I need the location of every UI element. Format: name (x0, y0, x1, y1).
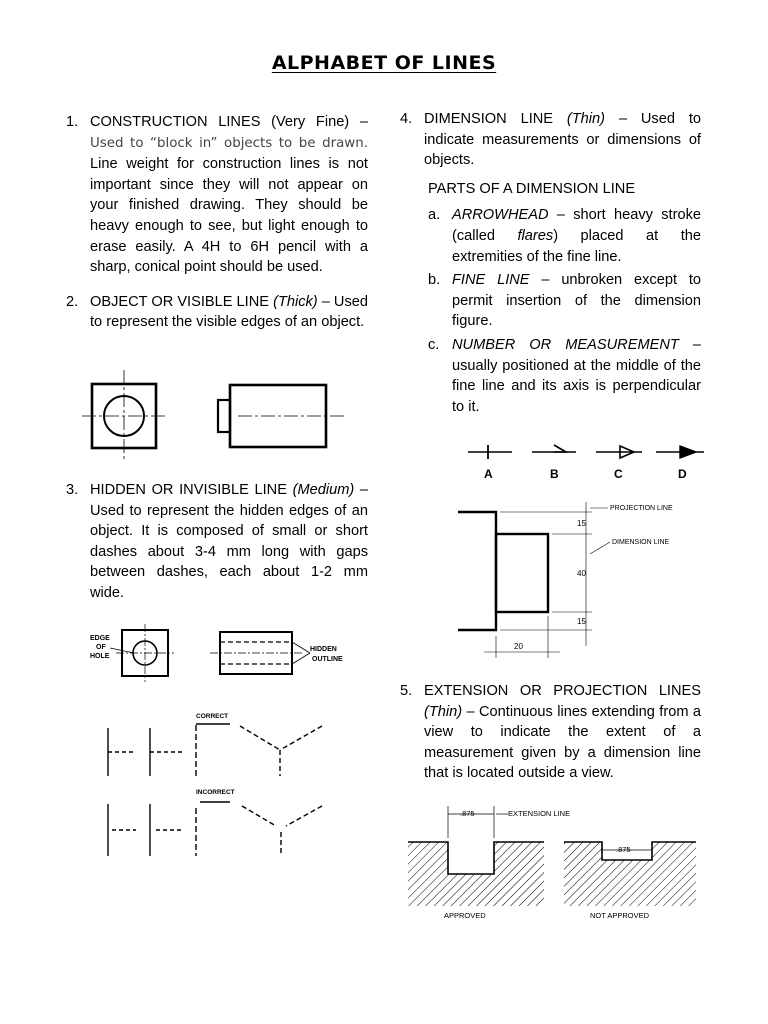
incorrect-y-right (286, 806, 322, 826)
part-term: ARROWHEAD (452, 207, 549, 224)
item-number: 3. (66, 482, 79, 498)
correct-y-right (280, 726, 322, 750)
item-number: 4. (400, 111, 413, 127)
item-number: 5. (400, 683, 413, 699)
item-body: – Continuous lines extending from a view to indicate the extent of a measurement given by a dimension line that is located outside a view. (424, 703, 701, 782)
part-emphasis: flares (517, 227, 554, 244)
item-weight: (Thin) (424, 703, 463, 720)
extension-line-label: EXTENSION LINE (508, 809, 571, 818)
arrow-label-b: B (550, 467, 559, 481)
arrow-label-a: A (484, 467, 493, 481)
dimension-line-label: DIMENSION LINE (612, 539, 670, 546)
edge-label: EDGE (90, 635, 110, 642)
part-text: – usually positioned at the middle of the fine line and its axis is perpendicular to it. (452, 336, 701, 415)
outline-label: OUTLINE (312, 656, 343, 663)
dimension-leader (590, 542, 610, 554)
correct-y-left (240, 726, 280, 750)
item-weight: (Thick) (273, 293, 318, 310)
hidden-line-figure (84, 620, 364, 690)
incorrect-y-left (242, 806, 276, 826)
outline-leader-1 (292, 642, 310, 653)
part-outline-step (496, 534, 548, 612)
arrow-b-head (554, 445, 566, 452)
item-heading: OBJECT OR VISIBLE LINE (90, 293, 269, 310)
left-column (66, 112, 368, 333)
item-weight: (Thin) (566, 111, 606, 127)
part-arrowhead (424, 205, 701, 267)
arrowhead-figure (462, 440, 712, 484)
item-dimension-line (400, 109, 701, 171)
extension-figure (404, 800, 700, 924)
hidden-corner-figure (100, 706, 330, 866)
cylinder-end (218, 400, 230, 432)
item-number: 1. (66, 114, 79, 130)
item-heading: DIMENSION LINE (424, 111, 554, 127)
not-approved-label: NOT APPROVED (590, 911, 650, 920)
part-letter: c. (428, 336, 440, 353)
edge-label: HOLE (90, 653, 110, 660)
part-term: FINE LINE (452, 272, 530, 289)
item-intro: Used to “block in” objects to be drawn. (90, 135, 368, 151)
item-hidden-line (66, 480, 368, 604)
outline-leader-2 (292, 653, 310, 664)
dim-value-bottom: 15 (577, 617, 586, 626)
item-body: – Used to indicate measurements or dimensions of objects. (424, 111, 701, 169)
outline-label: HIDDEN (310, 646, 337, 653)
part-text: – short heavy stroke (called (452, 207, 701, 244)
dim-value-horizontal: 20 (514, 642, 523, 651)
item-heading: CONSTRUCTION LINES (Very Fine) – (90, 114, 368, 130)
item-heading: HIDDEN OR INVISIBLE LINE (90, 482, 287, 498)
item-body: Line weight for construction lines is not important since they will not appear on your finished drawing. They should be heavy enough to see, but light enough to erase easily. A 4H to 6H pencil with a sharp, conical point should be used. (90, 156, 368, 276)
part-term: NUMBER OR MEASUREMENT (452, 336, 679, 353)
correct-label: CORRECT (196, 713, 229, 720)
item-weight: (Medium) (292, 482, 355, 498)
not-approved-value: .875 (616, 845, 631, 854)
part-fine-line (424, 270, 701, 332)
part-letter: a. (428, 207, 441, 224)
item-object-line (66, 292, 368, 333)
right-column-lower (400, 681, 701, 784)
edge-label: OF (96, 644, 106, 651)
left-column-lower (66, 480, 368, 604)
part-text: ) placed at the extremities of the fine line. (452, 227, 701, 265)
incorrect-label: INCORRECT (196, 789, 235, 796)
part-letter: b. (428, 272, 441, 289)
arrow-d-head (680, 446, 696, 458)
arrow-label-c: C (614, 467, 623, 481)
dim-value-mid: 40 (577, 569, 586, 578)
right-column (400, 109, 701, 420)
item-body: – Used to represent the visible edges of an object. (90, 293, 369, 331)
projection-line-label: PROJECTION LINE (610, 505, 673, 512)
dimension-figure (450, 496, 710, 662)
item-construction-lines (66, 112, 368, 278)
part-outline-left (458, 512, 496, 630)
item-extension-line (400, 681, 701, 784)
item-number: 2. (66, 293, 79, 310)
part-text: – unbroken except to permit insertion of the dimension figure. (452, 272, 702, 330)
page-title: ALPHABET OF LINES (271, 52, 497, 74)
approved-value: .875 (460, 809, 475, 818)
arrow-label-d: D (678, 467, 687, 481)
item-heading: EXTENSION OR PROJECTION LINES (424, 683, 701, 699)
dim-value-top: 15 (577, 519, 586, 528)
parts-title: PARTS OF A DIMENSION LINE (428, 180, 636, 197)
item-body: – Used to represent the hidden edges of an object. It is composed of small or short dashes about 3-4 mm long with gaps between dashes, each about 1-2 mm wide. (90, 482, 368, 601)
part-number (424, 335, 701, 417)
object-line-figure (78, 368, 368, 468)
approved-label: APPROVED (444, 911, 486, 920)
